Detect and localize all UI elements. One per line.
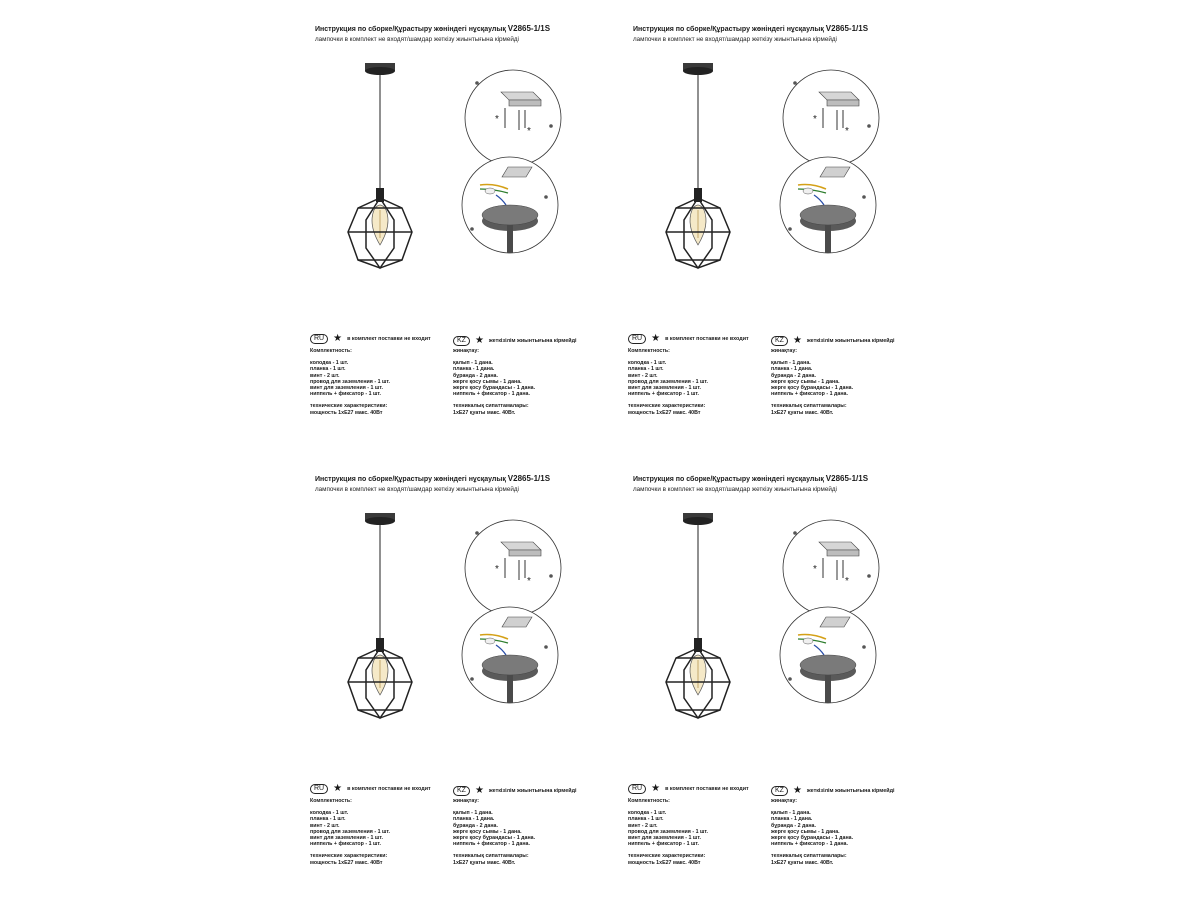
kit-item: ниппель + фиксатор - 1 шт. (628, 841, 700, 848)
kz-note (453, 336, 577, 346)
ru-specs-heading: технические характеристики: (310, 853, 388, 860)
kz-note-text: жеткізілім жиынтығына кірмейді (806, 788, 895, 794)
instruction-sheet-4 (603, 450, 1200, 900)
kit-item: жерге қосу бұрандасы - 1 дана. (453, 835, 536, 842)
kit-item: жерге қосу бұрандасы - 1 дана. (771, 835, 854, 842)
ru-kit-items (628, 360, 708, 397)
ru-kit-list (628, 798, 708, 866)
pendant-lamp-illustration (340, 510, 420, 735)
kz-kit-items (453, 810, 535, 847)
pendant-lamp-illustration (658, 510, 738, 735)
kit-item: планка - 1 дана. (453, 816, 495, 823)
kit-item: планка - 1 шт. (628, 816, 664, 823)
kz-flag-badge: KZ (453, 786, 470, 796)
kz-kit-heading: жинақтау: (771, 798, 797, 804)
ru-note-text: в комплект поставки не входит (665, 786, 749, 792)
ru-specs-heading: технические характеристики: (628, 853, 706, 860)
kit-item: қалып - 1 дана. (453, 360, 493, 367)
wiring-canopy-diagram (460, 605, 560, 705)
pendant-lamp-illustration (658, 60, 738, 285)
kit-item: жерге қосу бұрандасы - 1 дана. (771, 385, 854, 392)
kit-item: ниппель + фиксатор - 1 дана. (771, 841, 848, 848)
model-number: V2865-1/1S (507, 474, 551, 483)
kz-kit-list (771, 798, 853, 866)
kit-item: колодка - 1 шт. (310, 810, 349, 817)
svg-text:*: * (495, 564, 499, 575)
kz-kit-list (771, 348, 853, 416)
kit-item: провод для заземления - 1 шт. (310, 378, 391, 385)
sheet-subtitle: лампочки в комплект не входят/шамдар жеткізу жиынтығына кірмейді (633, 36, 837, 43)
sheet-subtitle: лампочки в комплект не входят/шамдар жеткізу жиынтығына кірмейді (315, 486, 519, 493)
wiring-canopy-diagram (778, 605, 878, 705)
asterisk-icon: ★ (651, 783, 661, 794)
ru-flag-badge: RU (310, 334, 328, 344)
ru-note (310, 784, 431, 794)
asterisk-icon: ★ (474, 785, 484, 796)
kit-item: жерге қосу сымы - 1 дана. (453, 828, 522, 835)
kz-note (453, 786, 577, 796)
ru-kit-heading: Комплектность: (628, 798, 670, 804)
model-number: V2865-1/1S (825, 24, 869, 33)
kit-item: бұранда - 2 дана. (453, 372, 498, 379)
ru-note-text: в комплект поставки не входит (665, 336, 749, 342)
title-text: Инструкция по сборке/Құрастыру жөніндегі нұсқаулық (633, 26, 824, 33)
kit-item: жерге қосу сымы - 1 дана. (771, 378, 840, 385)
kz-kit-items (771, 360, 853, 397)
kz-specs-value: 1xE27 қуаты макс. 40Вт. (453, 409, 516, 416)
kit-item: бұранда - 2 дана. (771, 372, 816, 379)
asterisk-icon: ★ (474, 335, 484, 346)
ru-specs-value: мощность 1xE27 макс. 40Вт (310, 409, 383, 416)
title-text: Инструкция по сборке/Құрастыру жөніндегі нұсқаулық (315, 476, 506, 483)
kz-kit-heading: жинақтау: (453, 348, 479, 354)
mounting-bracket-diagram (781, 68, 881, 168)
kit-item: жерге қосу сымы - 1 дана. (771, 828, 840, 835)
wiring-canopy-diagram (460, 155, 560, 255)
kit-item: қалып - 1 дана. (771, 360, 811, 367)
ru-specs-value: мощность 1xE27 макс. 40Вт (310, 859, 383, 866)
ru-kit-list (628, 348, 708, 416)
pendant-lamp-illustration (340, 60, 420, 285)
svg-text:*: * (845, 126, 849, 137)
kit-item: колодка - 1 шт. (628, 810, 667, 817)
wiring-canopy-diagram (778, 155, 878, 255)
ru-kit-heading: Комплектность: (628, 348, 670, 354)
kz-note-text: жеткізілім жиынтығына кірмейді (488, 338, 577, 344)
kit-item: винт для заземления - 1 шт. (628, 835, 701, 842)
kz-kit-list (453, 798, 535, 866)
kit-item: ниппель + фиксатор - 1 дана. (453, 841, 530, 848)
kit-item: провод для заземления - 1 шт. (628, 378, 709, 385)
kit-item: ниппель + фиксатор - 1 шт. (628, 391, 700, 398)
kit-item: ниппель + фиксатор - 1 шт. (310, 391, 382, 398)
ru-specs-value: мощность 1xE27 макс. 40Вт (628, 859, 701, 866)
kit-item: қалып - 1 дана. (771, 810, 811, 817)
kz-specs-value: 1xE27 қуаты макс. 40Вт. (453, 859, 516, 866)
instruction-sheet-2 (603, 0, 1200, 450)
kz-note (771, 336, 895, 346)
asterisk-icon: ★ (792, 785, 802, 796)
kit-item: винт - 2 шт. (628, 372, 658, 379)
kit-item: планка - 1 дана. (453, 366, 495, 373)
sheet-title (315, 24, 550, 33)
sheet-title (315, 474, 550, 483)
kz-specs-heading: техникалық сипаттамалары: (771, 853, 847, 860)
svg-text:*: * (813, 114, 817, 125)
kit-item: колодка - 1 шт. (628, 360, 667, 367)
kit-item: планка - 1 шт. (628, 366, 664, 373)
kz-specs-heading: техникалық сипаттамалары: (453, 853, 529, 860)
ru-note-text: в комплект поставки не входит (347, 336, 431, 342)
kit-item: провод для заземления - 1 шт. (628, 828, 709, 835)
kit-item: ниппель + фиксатор - 1 дана. (453, 391, 530, 398)
kz-kit-heading: жинақтау: (453, 798, 479, 804)
kit-item: ниппель + фиксатор - 1 шт. (310, 841, 382, 848)
model-number: V2865-1/1S (825, 474, 869, 483)
kz-specs-heading: техникалық сипаттамалары: (771, 403, 847, 410)
kz-kit-items (771, 810, 853, 847)
kit-item: винт - 2 шт. (628, 822, 658, 829)
kit-item: винт - 2 шт. (310, 372, 340, 379)
kit-item: винт для заземления - 1 шт. (310, 835, 383, 842)
mounting-bracket-diagram (463, 518, 563, 618)
kit-item: колодка - 1 шт. (310, 360, 349, 367)
svg-text:*: * (527, 126, 531, 137)
kit-item: бұранда - 2 дана. (453, 822, 498, 829)
asterisk-icon: ★ (333, 333, 343, 344)
kit-item: провод для заземления - 1 шт. (310, 828, 391, 835)
ru-note (310, 334, 431, 344)
kit-item: винт - 2 шт. (310, 822, 340, 829)
kit-item: ниппель + фиксатор - 1 дана. (771, 391, 848, 398)
kz-flag-badge: KZ (771, 336, 788, 346)
kit-item: планка - 1 шт. (310, 366, 346, 373)
mounting-bracket-diagram (463, 68, 563, 168)
ru-kit-items (628, 810, 708, 847)
ru-note (628, 784, 749, 794)
asterisk-icon: ★ (651, 333, 661, 344)
ru-note-text: в комплект поставки не входит (347, 786, 431, 792)
kz-specs-value: 1xE27 қуаты макс. 40Вт. (771, 859, 834, 866)
ru-specs-value: мощность 1xE27 макс. 40Вт (628, 409, 701, 416)
ru-specs-heading: технические характеристики: (310, 403, 388, 410)
title-text: Инструкция по сборке/Құрастыру жөніндегі нұсқаулық (633, 476, 824, 483)
kit-item: винт для заземления - 1 шт. (310, 385, 383, 392)
kit-item: планка - 1 шт. (310, 816, 346, 823)
kz-kit-list (453, 348, 535, 416)
kit-item: винт для заземления - 1 шт. (628, 385, 701, 392)
ru-kit-items (310, 360, 390, 397)
ru-flag-badge: RU (628, 784, 646, 794)
svg-text:*: * (845, 576, 849, 587)
svg-text:*: * (813, 564, 817, 575)
sheet-subtitle: лампочки в комплект не входят/шамдар жеткізу жиынтығына кірмейді (633, 486, 837, 493)
ru-flag-badge: RU (310, 784, 328, 794)
ru-kit-heading: Комплектность: (310, 348, 352, 354)
title-text: Инструкция по сборке/Құрастыру жөніндегі нұсқаулық (315, 26, 506, 33)
kz-flag-badge: KZ (453, 336, 470, 346)
model-number: V2865-1/1S (507, 24, 551, 33)
sheet-subtitle: лампочки в комплект не входят/шамдар жеткізу жиынтығына кірмейді (315, 36, 519, 43)
kz-specs-value: 1xE27 қуаты макс. 40Вт. (771, 409, 834, 416)
kit-item: планка - 1 дана. (771, 816, 813, 823)
asterisk-icon: ★ (792, 335, 802, 346)
asterisk-icon: ★ (333, 783, 343, 794)
kz-kit-items (453, 360, 535, 397)
ru-kit-heading: Комплектность: (310, 798, 352, 804)
ru-specs-heading: технические характеристики: (628, 403, 706, 410)
kit-item: жерге қосу бұрандасы - 1 дана. (453, 385, 536, 392)
kz-kit-heading: жинақтау: (771, 348, 797, 354)
ru-kit-list (310, 798, 390, 866)
ru-kit-items (310, 810, 390, 847)
kz-flag-badge: KZ (771, 786, 788, 796)
kit-item: жерге қосу сымы - 1 дана. (453, 378, 522, 385)
kz-specs-heading: техникалық сипаттамалары: (453, 403, 529, 410)
kz-note-text: жеткізілім жиынтығына кірмейді (488, 788, 577, 794)
kit-item: бұранда - 2 дана. (771, 822, 816, 829)
ru-flag-badge: RU (628, 334, 646, 344)
mounting-bracket-diagram (781, 518, 881, 618)
kit-item: планка - 1 дана. (771, 366, 813, 373)
kz-note-text: жеткізілім жиынтығына кірмейді (806, 338, 895, 344)
kz-note (771, 786, 895, 796)
svg-text:*: * (495, 114, 499, 125)
ru-kit-list (310, 348, 390, 416)
sheet-title (633, 24, 868, 33)
ru-note (628, 334, 749, 344)
sheet-title (633, 474, 868, 483)
kit-item: қалып - 1 дана. (453, 810, 493, 817)
svg-text:*: * (527, 576, 531, 587)
